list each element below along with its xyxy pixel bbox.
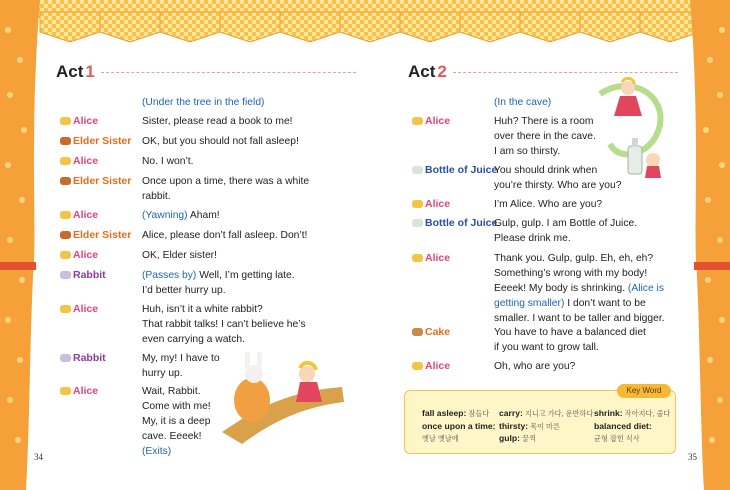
speaker-elder-sister (60, 229, 131, 241)
dialogue-text: No. I won’t. (142, 156, 194, 167)
character-icon (60, 387, 71, 395)
dialogue-line (142, 445, 171, 460)
rabbit-alice-illustration (212, 352, 347, 447)
dialogue-line (142, 115, 293, 130)
dialogue-line (142, 96, 264, 111)
speaker-alice (412, 115, 450, 127)
dialogue-text: Thank you. Gulp, gulp. Eh, eh, eh? (494, 253, 654, 264)
character-icon (60, 117, 71, 125)
speaker-alice (60, 209, 98, 221)
keyword-item (594, 433, 640, 444)
dialogue-line (142, 400, 211, 415)
speaker-name: Elder Sister (73, 135, 132, 147)
keyword-term: fall asleep: (422, 408, 467, 418)
keyword-term: once upon a time: (422, 421, 496, 431)
dialogue-text: if you want to grow tall. (494, 342, 599, 353)
dialogue-line (494, 115, 593, 130)
page-number-right: 35 (688, 452, 697, 462)
character-icon (412, 254, 423, 262)
speaker-name: Alice (425, 360, 451, 372)
dialogue-text: Oh, who are you? (494, 361, 576, 372)
keyword-title: Key Word (617, 384, 671, 398)
dialogue-text: You should drink when (494, 165, 598, 176)
stage-direction: (Passes by) (142, 270, 197, 281)
keyword-meaning: 지니고 가다, 운반하다 (522, 409, 594, 418)
dialogue-text: rabbit. (142, 191, 171, 202)
dialogue-line (494, 217, 637, 232)
keyword-item (499, 408, 593, 419)
dialogue-line (142, 318, 306, 333)
speaker-rabbit (60, 352, 106, 364)
speaker-name: Alice (73, 249, 99, 261)
speaker-name: Alice (425, 115, 451, 127)
dialogue-text: I’m Alice. Who are you? (494, 199, 603, 210)
speaker-name: Bottle of Juice (425, 217, 498, 229)
dialogue-line (142, 175, 309, 190)
character-icon (60, 157, 71, 165)
dialogue-line (494, 130, 596, 145)
dialogue-text: Alice, please don’t fall asleep. Don’t! (142, 230, 308, 241)
dialogue-text: My, it is a deep (142, 416, 211, 427)
speaker-name: Alice (73, 209, 99, 221)
speaker-alice (412, 252, 450, 264)
speaker-name: Alice (73, 303, 99, 315)
character-icon (60, 137, 71, 145)
keyword-meaning: 목이 마른 (528, 422, 560, 431)
dialogue-line (494, 252, 653, 267)
stage-direction: (In the cave) (494, 97, 552, 108)
speaker-elder-sister (60, 175, 131, 187)
heading-divider (101, 72, 356, 73)
dialogue-text: Please drink me. (494, 233, 571, 244)
dialogue-text: I’d better hurry up. (142, 285, 226, 296)
dialogue-line (494, 297, 646, 312)
speaker-name: Elder Sister (73, 175, 132, 187)
act-number: 2 (437, 62, 447, 81)
speaker-alice (60, 385, 98, 397)
character-icon (60, 231, 71, 239)
dialogue-line (142, 303, 263, 318)
speaker-name: Alice (425, 252, 451, 264)
speaker-name: Alice (425, 198, 451, 210)
keyword-item (594, 408, 670, 419)
character-icon (60, 251, 71, 259)
dialogue-text: Something’s wrong with my body! (494, 268, 648, 279)
dialogue-text: OK, Elder sister! (142, 250, 217, 261)
keyword-item (499, 421, 560, 432)
speaker-bottle-of-juice (412, 164, 497, 176)
speaker-alice (60, 249, 98, 261)
valance-decoration (0, 0, 730, 44)
dialogue-line (494, 96, 551, 111)
keyword-meaning: 옛날 옛날에 (422, 434, 459, 443)
keyword-term: shrink: (594, 408, 623, 418)
character-icon (412, 166, 423, 174)
dialogue-line (142, 269, 295, 284)
dialogue-text: Well, I’m getting late. (196, 270, 295, 281)
character-icon (60, 211, 71, 219)
dialogue-text: over there in the cave. (494, 131, 596, 142)
dialogue-text: That rabbit talks! I can’t believe he’s (142, 319, 306, 330)
character-icon (412, 117, 423, 125)
keyword-term: balanced diet: (594, 421, 652, 431)
dialogue-line (494, 198, 602, 213)
dialogue-line (142, 367, 183, 382)
speaker-alice (60, 303, 98, 315)
character-icon (412, 328, 423, 336)
speaker-bottle-of-juice (412, 217, 497, 229)
character-icon (60, 177, 71, 185)
dialogue-text: Eeeek! My body is shrinking. (494, 283, 626, 294)
keyword-item (422, 408, 489, 419)
dialogue-line (494, 164, 597, 179)
dialogue-text: Sister, please read a book to me! (142, 116, 293, 127)
keyword-meaning: 잠들다 (466, 409, 490, 418)
dialogue-text: Wait, Rabbit. (142, 386, 201, 397)
dialogue-text: smaller. I want to be taller and bigger. (494, 313, 665, 324)
keyword-meaning: 꿀꺽 (520, 434, 536, 443)
keyword-term: gulp: (499, 433, 520, 443)
alice-bottle-illustration (590, 74, 670, 186)
dialogue-line (142, 284, 226, 299)
dialogue-text: Come with me! (142, 401, 211, 412)
dialogue-text: Gulp, gulp. I am Bottle of Juice. (494, 218, 638, 229)
dialogue-line (142, 249, 217, 264)
dialogue-line (494, 360, 575, 375)
dialogue-line (142, 415, 210, 430)
speaker-alice (60, 155, 98, 167)
keyword-term: carry: (499, 408, 523, 418)
character-icon (412, 200, 423, 208)
speaker-name: Alice (73, 155, 99, 167)
dialogue-text: you’re thirsty. Who are you? (494, 180, 622, 191)
dialogue-line (142, 430, 202, 445)
dialogue-text: I am so thirsty. (494, 146, 561, 157)
dialogue-text: My, my! I have to (142, 353, 220, 364)
dialogue-text: Huh? There is a room (494, 116, 594, 127)
character-icon (60, 271, 71, 279)
dialogue-text: hurry up. (142, 368, 183, 379)
speaker-rabbit (60, 269, 106, 281)
speaker-name: Cake (425, 326, 451, 338)
dialogue-line (142, 155, 194, 170)
left-curtain-decoration (0, 0, 40, 490)
dialogue-text: OK, but you should not fall asleep! (142, 136, 299, 147)
dialogue-line (142, 352, 220, 367)
heading-divider (453, 72, 678, 73)
speaker-elder-sister (60, 135, 131, 147)
speaker-alice (412, 198, 450, 210)
dialogue-line (142, 209, 220, 224)
stage-direction: (Exits) (142, 446, 172, 457)
speaker-name: Alice (73, 385, 99, 397)
character-icon (60, 305, 71, 313)
character-icon (60, 354, 71, 362)
dialogue-text: Huh, isn’t it a white rabbit? (142, 304, 263, 315)
speaker-cake (412, 326, 450, 338)
speaker-alice (412, 360, 450, 372)
dialogue-line (142, 190, 171, 205)
act-number: 1 (85, 62, 95, 81)
keyword-item (422, 421, 496, 431)
speaker-name: Rabbit (73, 269, 106, 281)
dialogue-text: cave. Eeeek! (142, 431, 202, 442)
keyword-meaning: 균형 잡힌 식사 (594, 434, 640, 443)
keyword-item (422, 433, 459, 444)
dialogue-line (142, 385, 201, 400)
character-icon (412, 219, 423, 227)
dialogue-line (142, 229, 307, 244)
speaker-name: Bottle of Juice (425, 164, 498, 176)
stage-direction: getting smaller) (494, 298, 565, 309)
keyword-term: thirsty: (499, 421, 529, 431)
dialogue-line (494, 282, 664, 297)
keyword-item (499, 433, 536, 444)
speaker-name: Alice (73, 115, 99, 127)
character-icon (412, 362, 423, 370)
dialogue-line (494, 267, 647, 282)
stage-direction: (Alice is (625, 283, 664, 294)
act-label: Act (56, 62, 84, 81)
dialogue-line (494, 341, 599, 356)
dialogue-text: Aham! (187, 210, 220, 221)
dialogue-text: even carrying a watch. (142, 334, 246, 345)
speaker-alice (60, 115, 98, 127)
speaker-name: Rabbit (73, 352, 106, 364)
act1-heading (56, 60, 356, 84)
act-label: Act (408, 62, 436, 81)
dialogue-line (494, 145, 560, 160)
left-page (56, 60, 356, 84)
dialogue-line (142, 333, 245, 348)
right-curtain-decoration (690, 0, 730, 490)
dialogue-text: You have to have a balanced diet (494, 327, 646, 338)
dialogue-line (494, 312, 665, 327)
page-number-left: 34 (34, 452, 43, 462)
dialogue-line (494, 232, 571, 247)
dialogue-text: I don’t want to be (564, 298, 646, 309)
stage-direction: (Yawning) (142, 210, 188, 221)
keyword-meaning: 작아지다, 줄다 (622, 409, 671, 418)
dialogue-text: Once upon a time, there was a white (142, 176, 310, 187)
dialogue-line (142, 135, 299, 150)
speaker-name: Elder Sister (73, 229, 132, 241)
dialogue-line (494, 326, 646, 341)
keyword-item (594, 421, 652, 431)
stage-direction: (Under the tree in the field) (142, 97, 265, 108)
